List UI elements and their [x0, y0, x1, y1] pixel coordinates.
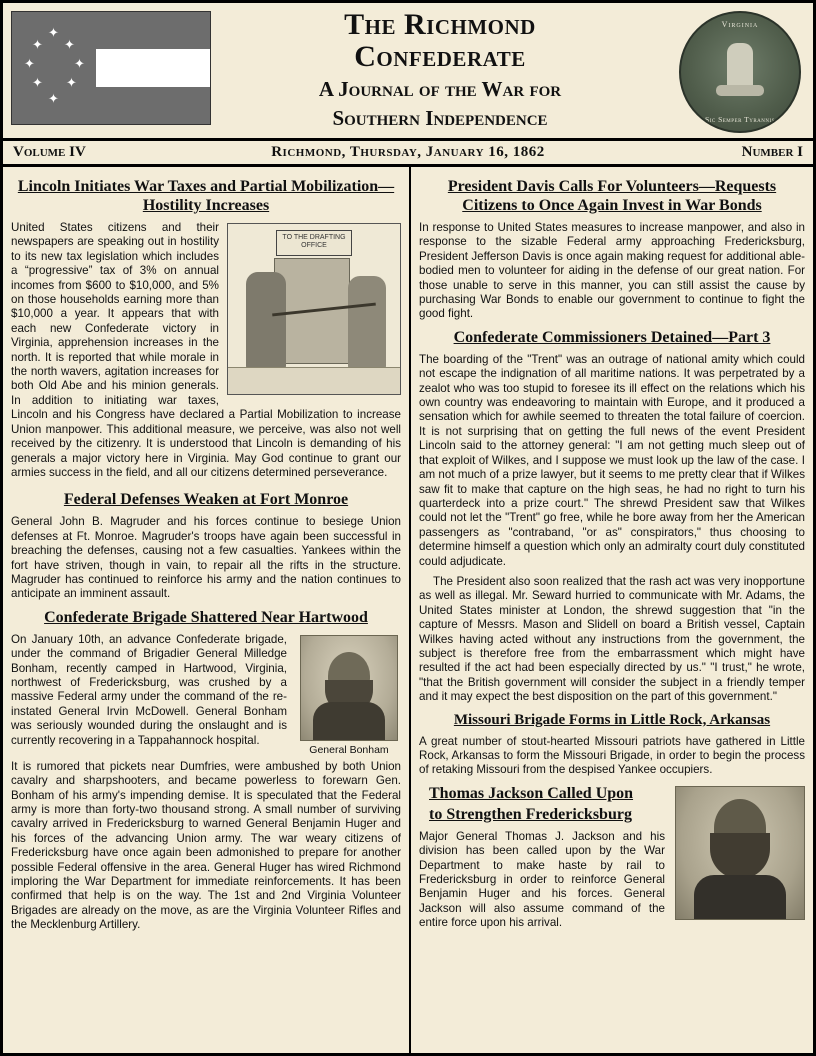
article-hartwood-para-1: On January 10th, an advance Confederate brigade, under the command of Brigadier General Milledge Bonham, recently camped in Hartwood, Virginia, northwest of Fredericksburg, was crushed by a massive Federal army under the command of the re-instated General Irvin McDowell. General Bonham was seriously wounded during the onslaught and is currently recovering in a Tappahannock hospital.: [11, 632, 287, 747]
paper-subtitle-line1: A Journal of the War for: [318, 77, 562, 101]
article-jackson-para-1: Major General Thomas J. Jackson and his division has been called upon by the War Department to make haste by rail to Fredericksburg in order to reinforce General Benjamin Huger and his forces. General Jackson will also assume command of the entire force upon his arrival.: [419, 829, 665, 930]
article-davis-volunteers-para-1: In response to United States measures to increase manpower, and also in response to the sizable Federal army approaching Fredericksburg, President Jefferson Davis is once again making request for additional able-bodied men to volunteer for aiding in the defense of our great nation. For those unable to serve in this manner, you can still assist the cause by purchasing War Bonds to enable our government to continue to fight the good fight.: [419, 221, 805, 321]
confederate-flag-icon: ✦ ✦ ✦ ✦ ✦ ✦ ✦ ✦: [11, 11, 211, 125]
general-bonham-portrait-block: [297, 635, 401, 756]
dateline: Richmond, Thursday, January 16, 1862: [271, 144, 545, 160]
headline-jackson-fredericksburg-line2: to Strengthen Fredericksburg: [429, 805, 632, 823]
paper-subtitle-line2: Southern Independence: [332, 106, 548, 130]
article-missouri-brigade-para-1: A great number of stout-hearted Missouri patriots have gathered in Little Rock, Arkansas to form the Missouri Brigade, in order to begin the process of retaking Missouri from the despised Yankee occupiers.: [419, 734, 805, 777]
article-hartwood-para-2: It is rumored that pickets near Dumfries, were ambushed by both Union cavalry and sharpshooters, and became powerless to forewarn Gen. Bonham of his army's impending demise. It is speculated that the Federal army is more than forty-two thousand strong. A small number of surviving cavalry arrived in Fredericksburg to warned General Benjamin Huger and his forces of the advancing Union army. The war weary citizens of Fredericksburg have once again been admonished to prepare for another possible Federal offensive in the area. General Huger has wired Richmond imploring the War Department for immediate reinforcements. It has been confirmed that help is on the way. The 1st and 2nd Virginia Volunteer Brigades are already on the move, as are the Virginia Volunteer Rifles and the Mecklenburg Artillery.: [11, 759, 401, 932]
left-column: [3, 167, 411, 1053]
headline-fort-monroe: Federal Defenses Weaken at Fort Monroe: [63, 491, 349, 509]
article-fort-monroe-para-1: General John B. Magruder and his forces continue to besiege Union defenses at Ft. Monroe. Magruder's troops have again been successful in breaching the defenses, causing not a few casualties. Yankees within the fort have striven, though in vain, to repair all the rifts in the structure. Magruder has continued to reinforce his army and the nation continues to anticipate an imminent assault.: [11, 515, 401, 601]
right-column: [411, 167, 813, 1053]
headline-jackson-fredericksburg-line1: Thomas Jackson Called Upon: [429, 784, 634, 802]
masthead: [3, 3, 813, 141]
drafting-office-illustration: [227, 223, 401, 395]
general-jackson-portrait: [675, 786, 805, 920]
article-commissioners-para-1: The boarding of the "Trent" was an outrage of national amity which could not escape the indignation of all maritime nations. It was perpetrated by a zealot who was too stupid to foresee its ill effect on the relations which his own country was endeavoring to maintain with Europe, and it produced a sensation which for awhile seemed to threaten the total failure of coercion. It is not surprising that on getting the full news of the event President Lincoln said to the attorney general: "I am not getting much sleep out of that exploit of Wilkes, and I suppose we must look up the law of the case. I am not much of a prize lawyer, but it seems to me pretty clear that if Wilkes saw fit to make that capture on the high seas, he had no right to turn his quarterdeck into a prize court." The shrewd President saw that Wilkes could not let the "Trent" go free, while he bore away from her the American passengers as "contraband, "or as" conspirators," thus choosing to determine himself a question which only an admiralty court duly constituted could adjudicate.: [419, 352, 805, 568]
article-columns: [3, 167, 813, 1053]
headline-missouri-brigade: Missouri Brigade Forms in Little Rock, Arkansas: [453, 711, 771, 728]
masthead-title-block: [213, 9, 667, 131]
article-lincoln-war-taxes-para-1: United States citizens and their newspapers are speaking out in hostility to its new tax legislation which includes a “progressive” tax of 3% on annual incomes from $600 to $10,000, and 5% on those households earning more than $10,000 a year. It appears that with each new Confederate victory in Virginia, apprehension increases in the north. It is reported that while morale in the north wavers, agitation increases for both Old Abe and his minion generals. In addition to initiating war taxes, Lincoln and his Congress have declared a Partial Mobilization to increase Union manpower. This additional measure, we perceive, was also not well received by the citizenry. It is understood that Lincoln is demanding of his generals a major victory here in Virginia. May God continue to grant our armies success in the field, and all our citizens determined perseverance.: [11, 221, 401, 479]
seal-top-text: Virginia: [721, 20, 759, 29]
issue-number: Number I: [741, 144, 803, 160]
volume-label: Volume IV: [13, 144, 86, 160]
headline-lincoln-war-taxes: Lincoln Initiates War Taxes and Partial Mobilization—Hostility Increases: [17, 178, 395, 214]
headline-davis-volunteers: President Davis Calls For Volunteers—Requests Citizens to Once Again Invest in War Bonds: [447, 178, 777, 214]
general-bonham-portrait: [300, 635, 398, 741]
article-commissioners-para-2: The President also soon realized that the rash act was very inopportune as well as illegal. Mr. Seward hurried to communicate with Mr. Adams, the United States minister at London, the shrewd suggestion that "in the capture of Messrs. Mason and Slidell on board a British vessel, Captain Wilkes having acted without any instructions from the government, the subject is therefore free from the embarrassment which might have resulted if the act had been especially directed by us." "I trust," he wrote, "that the British government will consider the subject in a friendly temper and it may expect the best disposition on the part of this government.": [419, 574, 805, 704]
volume-bar: [3, 141, 813, 167]
headline-hartwood-brigade: Confederate Brigade Shattered Near Hartwood: [44, 608, 368, 626]
general-bonham-caption: General Bonham: [309, 743, 389, 756]
paper-title-line1: The Richmond: [344, 8, 536, 41]
seal-bottom-text: Sic Semper Tyrannis: [705, 115, 775, 124]
paper-title-line2: Confederate: [354, 40, 526, 73]
headline-commissioners-detained: Confederate Commissioners Detained—Part 3: [453, 328, 771, 346]
virginia-seal-icon: [679, 11, 801, 133]
drafting-office-sign-text: TO THE DRAFTING OFFICE: [276, 230, 352, 256]
